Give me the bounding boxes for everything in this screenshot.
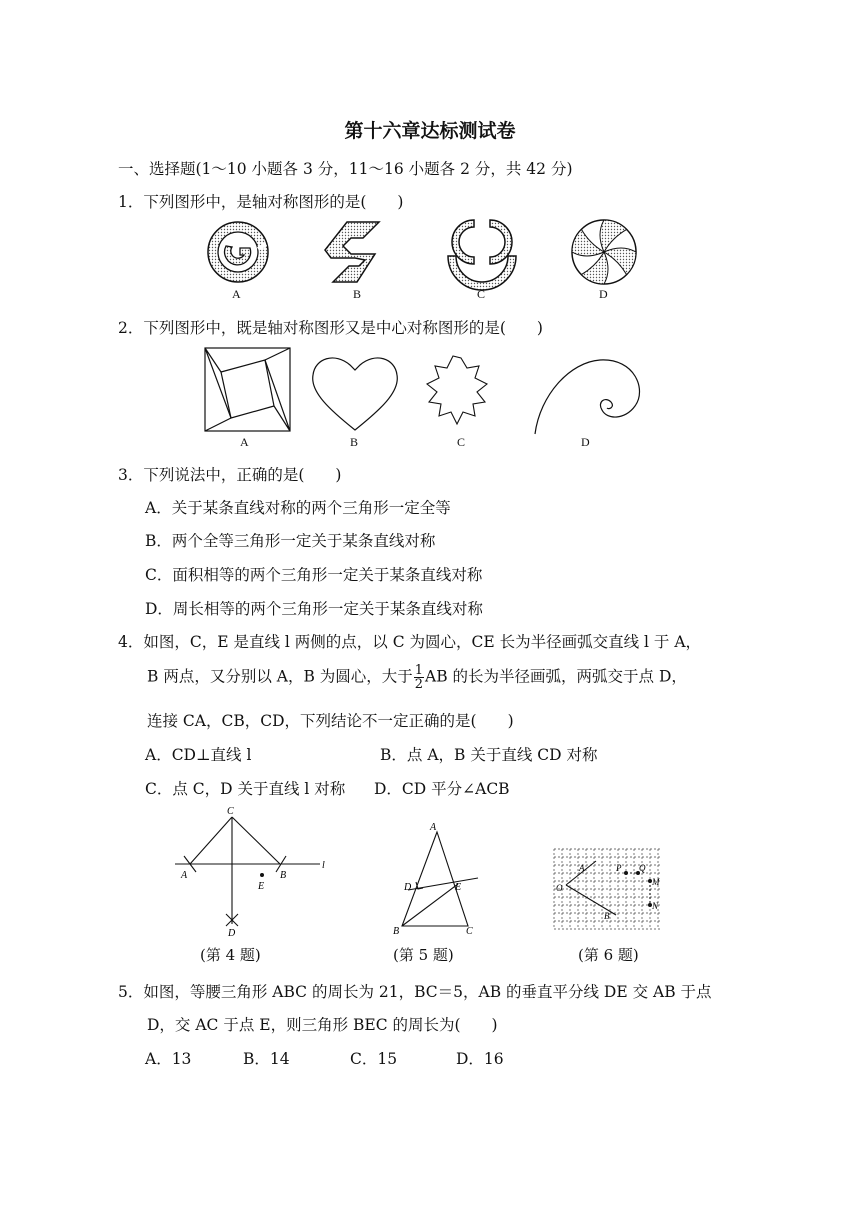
fig5-label-d: D — [404, 882, 412, 893]
q2-label-a: A — [240, 435, 249, 449]
question-2-stem: 2．下列图形中，既是轴对称图形又是中心对称图形的是( ) — [118, 319, 543, 337]
question-1-stem: 1．下列图形中，是轴对称图形的是( ) — [118, 193, 404, 211]
question-4-line-3: 连接 CA，CB，CD，下列结论不一定正确的是( ) — [147, 712, 514, 730]
question-4-option-a: A．CD⊥直线 l — [145, 746, 252, 764]
option-d-pinwheel-shape — [572, 220, 636, 284]
question-5-option-c: C．15 — [350, 1050, 398, 1068]
question-3-option-c: C．面积相等的两个三角形一定关于某条直线对称 — [145, 566, 483, 584]
fig6-label-b: B — [604, 911, 610, 921]
q1-label-b: B — [353, 287, 362, 301]
fig5-label-e: E — [455, 882, 462, 893]
question-3-stem: 3．下列说法中，正确的是( ) — [118, 466, 342, 484]
question-4-line-2 — [147, 664, 687, 691]
question-1-figures — [190, 215, 670, 305]
fig4-label-a: A — [181, 870, 188, 881]
option-a-spiral-shape — [208, 222, 268, 282]
question-5-line-1: 5．如图，等腰三角形 ABC 的周长为 21，BC＝5，AB 的垂直平分线 DE 交 AB 于点 — [118, 983, 712, 1001]
fig4-label-d: D — [228, 928, 236, 937]
fig6-label-o: O — [556, 883, 563, 893]
q2-label-b: B — [350, 435, 359, 449]
question-4-option-b: B．点 A，B 关于直线 CD 对称 — [380, 746, 598, 764]
question-5-option-b: B．14 — [243, 1050, 290, 1068]
section-heading: 一、选择题(1～10 小题各 3 分，11～16 小题各 2 分，共 42 分) — [118, 160, 573, 178]
question-4-option-d: D．CD 平分∠ACB — [374, 780, 510, 798]
fig6-label-m: M — [652, 877, 660, 887]
fig4-label-e: E — [258, 881, 265, 892]
fig4-label-l: l — [322, 860, 325, 871]
fig6-label-p: P — [616, 863, 622, 873]
figure-5 — [390, 818, 490, 940]
question-4-option-c: C．点 C，D 关于直线 l 对称 — [145, 780, 346, 798]
option-d-spiral-figure — [535, 360, 640, 434]
fig5-label-a: A — [430, 822, 437, 833]
figure-5-caption: (第 5 题) — [393, 946, 454, 964]
question-5-line-2: D，交 AC 于点 E，则三角形 BEC 的周长为( ) — [147, 1016, 498, 1034]
option-a-square-figure — [205, 348, 290, 431]
question-5-option-a: A．13 — [145, 1050, 192, 1068]
figure-6 — [552, 847, 664, 935]
page-title: 第十六章达标测试卷 — [344, 120, 516, 142]
q1-label-a: A — [232, 287, 241, 301]
fig4-label-c: C — [227, 806, 234, 817]
question-5-option-d: D．16 — [456, 1050, 504, 1068]
figure-6-caption: (第 6 题) — [578, 946, 639, 964]
question-2-figures — [195, 340, 655, 438]
q2-label-c: C — [457, 435, 466, 449]
question-4-line-1: 4．如图，C，E 是直线 l 两侧的点，以 C 为圆心，CE 长为半径画弧交直线 l 于 A， — [118, 633, 702, 651]
figure-4-caption: (第 4 题) — [200, 946, 261, 964]
figure-4 — [170, 802, 340, 937]
fig6-label-n: N — [652, 901, 659, 911]
option-b-heart-figure — [313, 358, 398, 430]
fig5-label-c: C — [466, 926, 473, 937]
q1-label-c: C — [477, 287, 486, 301]
fig4-label-b: B — [280, 870, 287, 881]
question-4-line-2b: AB 的长为半径画弧，两弧交于点 D， — [425, 667, 687, 686]
question-3-option-d: D．周长相等的两个三角形一定关于某条直线对称 — [145, 600, 483, 618]
option-c-arc-shape — [448, 220, 516, 290]
question-3-option-b: B．两个全等三角形一定关于某条直线对称 — [145, 532, 436, 550]
fraction-one-half: $\frac{1}{2}$ — [414, 663, 424, 692]
fig5-label-b: B — [393, 926, 400, 937]
fig6-label-q: Q — [639, 863, 646, 873]
fig6-label-a: A — [579, 863, 585, 873]
question-3-option-a: A．关于某条直线对称的两个三角形一定全等 — [145, 499, 451, 517]
q2-label-d: D — [581, 435, 590, 449]
question-4-line-2a: B 两点，又分别以 A，B 为圆心，大于 — [147, 667, 413, 686]
q1-label-d: D — [599, 287, 608, 301]
option-c-snowflake-figure — [427, 356, 487, 424]
option-b-s-shape — [325, 222, 379, 282]
